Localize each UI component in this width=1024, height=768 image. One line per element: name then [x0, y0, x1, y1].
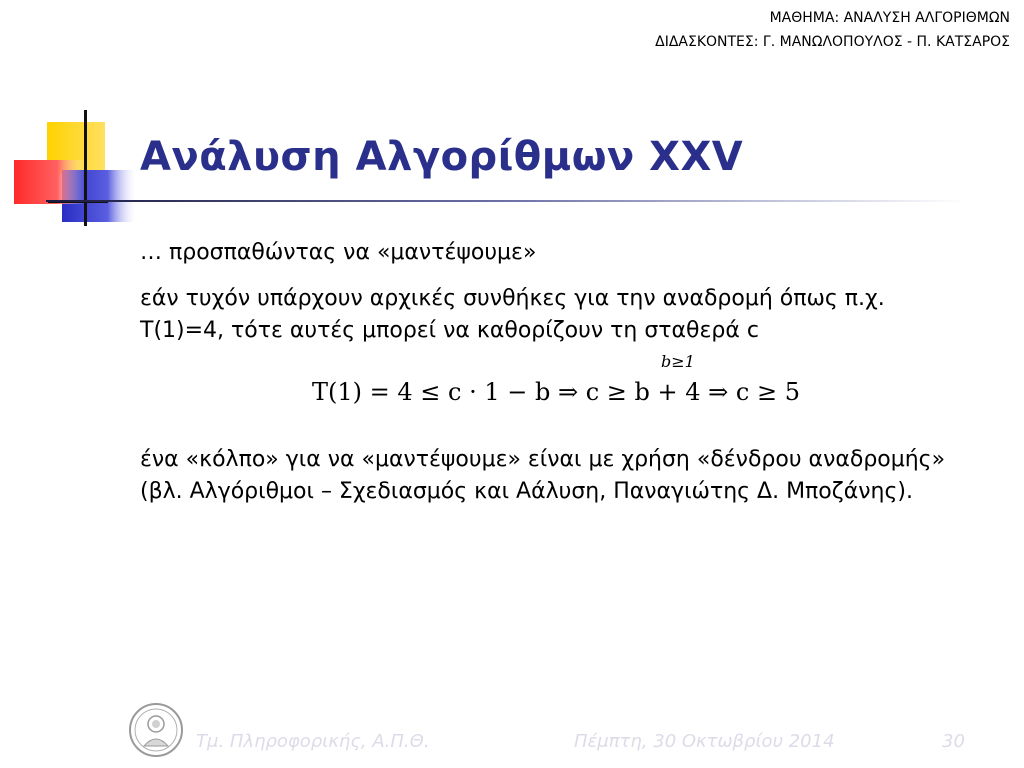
slide-title: Ανάλυση Αλγορίθμων XXV [140, 134, 744, 180]
formula-condition: b≥1 [661, 352, 695, 371]
footer-page-number: 30 [942, 731, 965, 752]
red-square [14, 160, 86, 204]
paragraph-initial-conditions: εάν τυχόν υπάρχουν αρχικές συνθήκες για την αναδρομή όπως π.χ. T(1)=4, τότε αυτές μπορεί να καθορίζουν τη σταθερά c [140, 286, 885, 343]
vertical-bar [84, 110, 87, 226]
paragraph-guess: … προσπαθώντας να «μαντέψουμε» [140, 240, 537, 265]
instructors-label: ΔΙΔΑΣΚΟΝΤΕΣ: Γ. ΜΑΝΩΛΟΠΟΥΛΟΣ - Π. ΚΑΤΣΑΡΟΣ [655, 34, 1010, 50]
course-label: ΜΑΘΗΜΑ: ΑΝΑΛΥΣΗ ΑΛΓΟΡΙΘΜΩΝ [769, 10, 1010, 26]
paragraph-recursion-tree: ένα «κόλπο» για να «μαντέψουμε» είναι με χρήση «δένδρου αναδρομής» (βλ. Αλγόριθμοι – Σχεδιασμός και Αάλυση, Παναγιώτης Δ. Μποζάνης). [140, 447, 946, 504]
university-seal-icon [128, 702, 184, 758]
formula: T(1) = 4 ≤ c · 1 − b ⇒ c ≥ b + 4 ⇒ c ≥ 5 [312, 378, 800, 406]
slide-header [655, 6, 1010, 54]
footer-department: Τμ. Πληροφορικής, Α.Π.Θ. [196, 731, 430, 752]
title-underline [46, 200, 966, 202]
footer-date: Πέμπτη, 30 Οκτωβρίου 2014 [574, 731, 835, 752]
decorative-squares [0, 0, 140, 240]
